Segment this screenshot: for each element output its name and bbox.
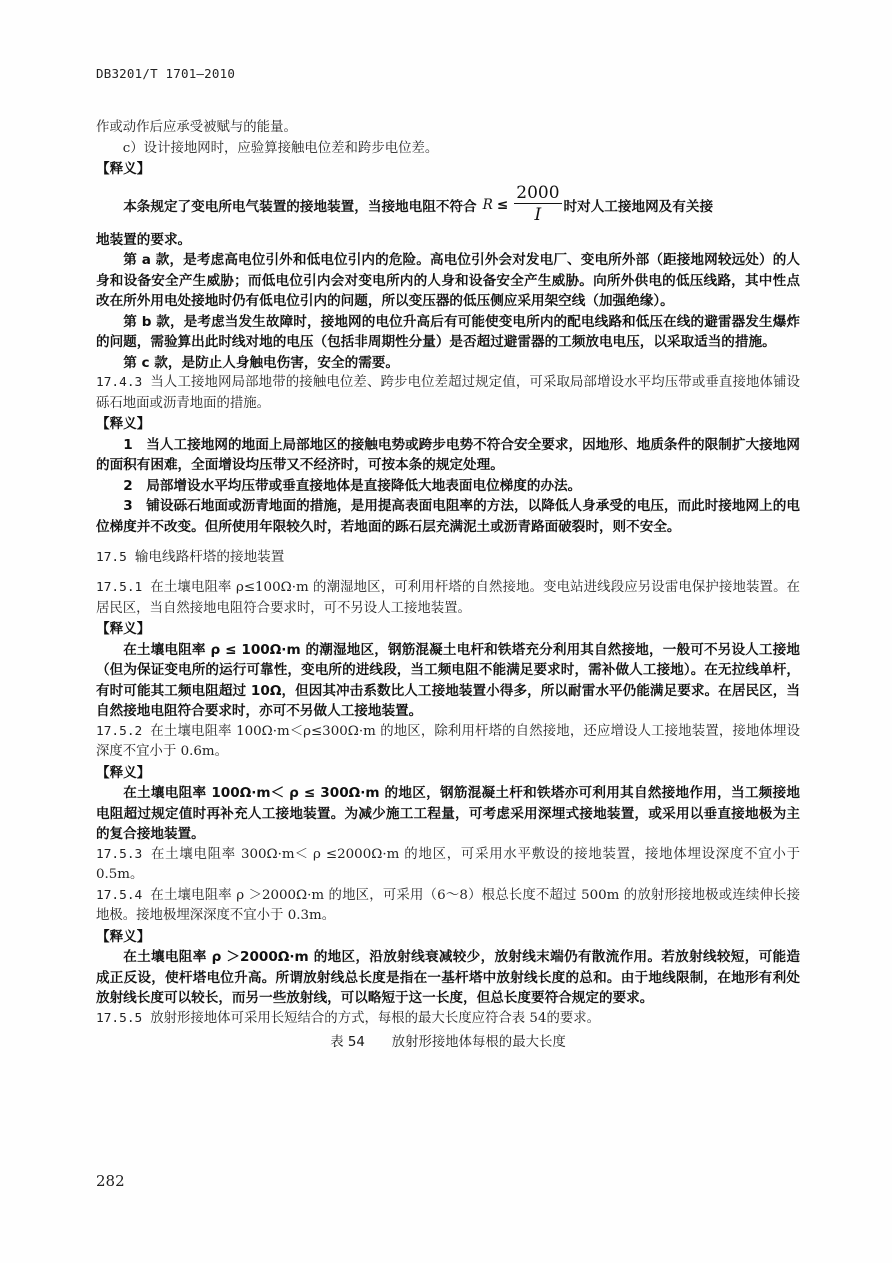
commentary-label: 【释义】 bbox=[96, 764, 151, 781]
clause-text: 在土壤电阻率 ρ ＞2000Ω·m 的地区，可采用（6～8）根总长度不超过 500m 的放射形接地极或连续伸长接地极。接地极埋深深度不宜小于 0.3m。 bbox=[96, 887, 800, 923]
commentary-paragraph: 第 a 款，是考虑高电位引外和低电位引内的危险。高电位引外会对发电厂、变电所外部（距接地网较远处）的人身和设备安全产生威胁；而低电位引内会对变电所内的人身和设备安全产生威胁。向所外供电的低压线路，其中性点改在所外用电处接地时仍有低电位引内的问题，所以变压器的低压侧应采用架空线（加强绝缘）。 bbox=[96, 252, 800, 309]
commentary-paragraph: 在土壤电阻率 100Ω·m＜ ρ ≤ 300Ω·m 的地区，钢筋混凝土杆和铁塔亦可利用其自然接地作用，当工频接地电阻超过规定值时再补充人工接地装置。为减少施工工程量，可考虑采用深埋式接地装置，或采用以垂直接地极为主的复合接地装置。 bbox=[96, 785, 800, 842]
section-number: 17.5 bbox=[96, 550, 127, 565]
clause-number: 17.5.5 bbox=[96, 1010, 143, 1026]
commentary-paragraph: 3 铺设砾石地面或沥青地面的措施，是用提高表面电阻率的方法，以降低人身承受的电压，而此时接地网上的电位梯度并不改变。但所使用年限较久时，若地面的跞石层充满泥土或沥青路面破裂时，则不安全。 bbox=[96, 498, 800, 535]
commentary-label: 【释义】 bbox=[96, 928, 151, 945]
formula-lead-text: 本条规定了变电所电气装置的接地装置，当接地电阻不符合 bbox=[123, 198, 477, 215]
commentary-paragraph: 第 b 款，是考虑当发生故障时，接地网的电位升高后有可能使变电所内的配电线路和低压在线的避雷器发生爆炸的问题，需验算出此时线对地的电压（包括非周期性分量）是否超过避雷器的工频放电电压，以采取适当的措施。 bbox=[96, 313, 800, 350]
commentary-label: 【释义】 bbox=[96, 416, 151, 432]
clause-text: 当人工接地网局部地带的接触电位差、跨步电位差超过规定值，可采取局部增设水平均压带或垂直接地体铺设砾石地面或沥青地面的措施。 bbox=[96, 375, 800, 411]
commentary-paragraph: 在土壤电阻率 ρ ＞2000Ω·m 的地区，沿放射线衰减较少，放射线末端仍有散流作用。若放射线较短，可能造成正反设，使杆塔电位升高。所谓放射线总长度是指在一基杆塔中放射线长度的总和。由于地线限制，在地形有利处放射线长度可以较长，而另一些放射线，可以略短于这一长度，但总长度要符合规定的要求。 bbox=[96, 949, 800, 1006]
clause-paragraph bbox=[96, 845, 800, 886]
clause-text: 在土壤电阻率 100Ω·m＜ρ≤300Ω·m 的地区，除利用杆塔的自然接地，还应增设人工接地装置，接地体埋设深度不宜小于 0.6m。 bbox=[96, 723, 800, 759]
commentary-paragraph: 地装置的要求。 bbox=[96, 231, 192, 248]
formula-variable: R bbox=[482, 196, 493, 213]
clause-number: 17.4.3 bbox=[96, 375, 143, 390]
formula-line bbox=[96, 180, 800, 230]
clause-paragraph bbox=[96, 1009, 800, 1030]
clause-number: 17.5.3 bbox=[96, 846, 143, 862]
fraction-numerator: 2000 bbox=[516, 183, 560, 203]
clause-number: 17.5.2 bbox=[96, 723, 143, 739]
clause-paragraph bbox=[96, 722, 800, 763]
clause-paragraph bbox=[96, 373, 800, 414]
clause-paragraph bbox=[96, 886, 800, 927]
table-caption: 表 54 放射形接地体每根的最大长度 bbox=[330, 1035, 566, 1050]
page-number: 282 bbox=[96, 1172, 125, 1190]
clause-text: 放射形接地体可采用长短结合的方式，每根的最大长度应符合表 54的要求。 bbox=[150, 1010, 601, 1026]
body-paragraph: c）设计接地网时，应验算接触电位差和跨步电位差。 bbox=[122, 140, 439, 156]
clause-number: 17.5.4 bbox=[96, 887, 143, 903]
commentary-label: 【释义】 bbox=[96, 621, 151, 637]
document-code: DB3201/T 1701—2010 bbox=[96, 66, 236, 81]
formula-operator: ≤ bbox=[496, 196, 509, 213]
fraction-denominator: I bbox=[534, 205, 542, 225]
document-body bbox=[96, 118, 800, 1066]
clause-number: 17.5.1 bbox=[96, 580, 143, 595]
commentary-paragraph: 1 当人工接地网的地面上局部地区的接触电势或跨步电势不符合安全要求，因地形、地质条件的限制扩大接地网的面积有困难，全面增设均压带又不经济时，可按本条的规定处理。 bbox=[96, 436, 800, 473]
commentary-paragraph: 第 c 款，是防止人身触电伤害，安全的需要。 bbox=[123, 354, 399, 371]
formula-fraction bbox=[514, 183, 561, 226]
formula-trailing-text: 时对人工接地网及有关接 bbox=[563, 198, 714, 215]
clause-text: 在土壤电阻率 300Ω·m＜ ρ ≤2000Ω·m 的地区，可采用水平敷设的接地装置，接地体埋设深度不宜小于 0.5m。 bbox=[96, 846, 800, 882]
commentary-paragraph: 在土壤电阻率 ρ ≤ 100Ω·m 的潮湿地区，钢筋混凝土电杆和铁塔充分利用其自然接地，一般可不另设人工接地（但为保证变电所的运行可靠性，变电所的进线段，当工频电阻不能满足要求时，需补做人工接地）。在无拉线单杆，有时可能其工频电阻超过 10Ω，但因其冲击系数比人工接地装置小得多，所以耐雷水平仍能满足要求。在居民区，当自然接地电阻符合要求时，亦可不另做人工接地装置。 bbox=[96, 641, 800, 719]
section-heading bbox=[96, 547, 800, 568]
section-title: 输电线路杆塔的接地装置 bbox=[134, 549, 285, 565]
clause-paragraph bbox=[96, 578, 800, 619]
commentary-paragraph: 2 局部增设水平均压带或垂直接地体是直接降低大地表面电位梯度的办法。 bbox=[123, 477, 582, 494]
body-paragraph: 作或动作后应承受被赋与的能量。 bbox=[96, 120, 297, 135]
commentary-label: 【释义】 bbox=[96, 161, 151, 177]
clause-text: 在土壤电阻率 ρ≤100Ω·m 的潮湿地区，可利用杆塔的自然接地。变电站进线段应另设雷电保护接地装置。在居民区，当自然接地电阻符合要求时，可不另设人工接地装置。 bbox=[96, 580, 800, 616]
